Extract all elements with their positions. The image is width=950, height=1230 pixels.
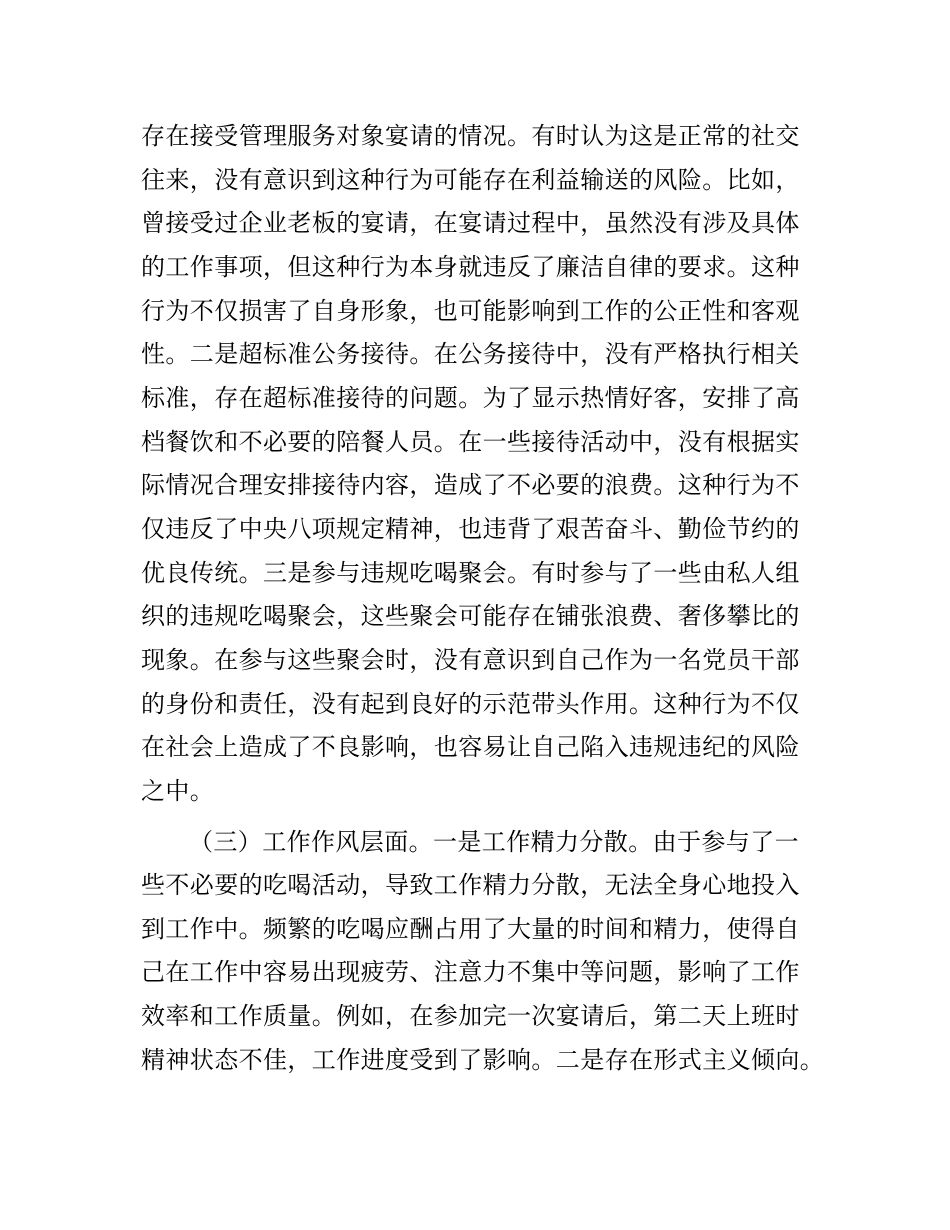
text-line: 些不必要的吃喝活动，导致工作精力分散，无法全身心地投入 [141,871,800,900]
text-line: 织的违规吃喝聚会，这些聚会可能存在铺张浪费、奢侈攀比的 [141,602,800,631]
text-line: 际情况合理安排接待内容，造成了不必要的浪费。这种行为不 [141,471,800,500]
text-line: 曾接受过企业老板的宴请，在宴请过程中，虽然没有涉及具体 [141,209,800,238]
text-line: 现象。在参与这些聚会时，没有意识到自己作为一名党员干部 [141,645,800,674]
text-line: 行为不仅损害了自身形象，也可能影响到工作的公正性和客观 [141,296,800,325]
text-line: 优良传统。三是参与违规吃喝聚会。有时参与了一些由私人组 [141,558,800,587]
text-line: 仅违反了中央八项规定精神，也违背了艰苦奋斗、勤俭节约的 [141,514,800,543]
text-line: 存在接受管理服务对象宴请的情况。有时认为这是正常的社交 [141,122,800,150]
text-line: 档餐饮和不必要的陪餐人员。在一些接待活动中，没有根据实 [141,427,800,456]
text-line: 标准，存在超标准接待的问题。为了显示热情好客，安排了高 [141,383,800,412]
text-line: 精神状态不佳，工作进度受到了影响。二是存在形式主义倾向。 [141,1045,825,1074]
text-line: 的工作事项，但这种行为本身就违反了廉洁自律的要求。这种 [141,252,800,281]
text-line: 往来，没有意识到这种行为可能存在利益输送的风险。比如， [141,165,800,194]
text-line: 在社会上造成了不良影响，也容易让自己陷入违规违纪的风险 [141,733,800,762]
text-line: 己在工作中容易出现疲劳、注意力不集中等问题，影响了工作 [141,958,800,987]
section-heading-line: （三）工作作风层面。一是工作精力分散。由于参与了一 [189,827,799,856]
text-line: 到工作中。频繁的吃喝应酬占用了大量的时间和精力，使得自 [141,914,800,943]
text-line: 性。二是超标准公务接待。在公务接待中，没有严格执行相关 [141,340,800,369]
paragraph-hospitality-issues [141,115,831,814]
text-line: 之中。 [141,776,215,805]
text-line: 的身份和责任，没有起到良好的示范带头作用。这种行为不仅 [141,689,800,718]
document-body [141,115,831,1082]
paragraph-spacing [141,814,831,821]
paragraph-work-style [141,821,831,1083]
text-line: 效率和工作质量。例如，在参加完一次宴请后，第二天上班时 [141,1002,800,1031]
